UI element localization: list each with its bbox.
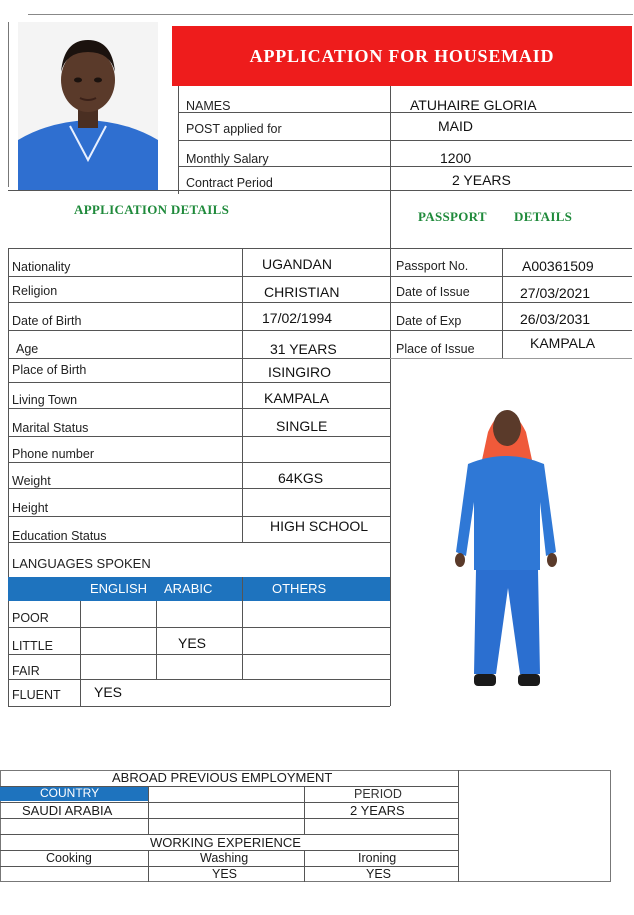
detail-value: ISINGIRO (268, 364, 332, 380)
detail-label: Date of Birth (12, 314, 82, 328)
detail-value: 64KGS (278, 470, 324, 486)
title-banner (172, 26, 632, 86)
summary-label: Contract Period (186, 176, 273, 190)
detail-value: UGANDAN (262, 256, 333, 272)
language-value: YES (94, 684, 123, 700)
detail-label: Weight (12, 474, 51, 488)
detail-label: Height (12, 501, 49, 515)
section-application-details: APPLICATION DETAILS (74, 202, 230, 217)
summary-value: MAID (438, 118, 473, 134)
skill-label: Cooking (46, 851, 92, 865)
detail-label: Marital Status (12, 421, 89, 435)
summary-value: 1200 (440, 150, 472, 166)
language-level: POOR (12, 611, 49, 625)
section-working-experience: WORKING EXPERIENCE (150, 835, 301, 850)
summary-label: Monthly Salary (186, 152, 269, 166)
employment-period: 2 YEARS (350, 803, 405, 818)
language-level: FAIR (12, 664, 40, 678)
passport-value: 27/03/2021 (520, 285, 591, 301)
language-header-english: ENGLISH (90, 581, 148, 596)
passport-label: Date of Exp (396, 314, 462, 328)
detail-label: Religion (12, 284, 58, 298)
detail-value: HIGH SCHOOL (270, 518, 369, 534)
detail-value: CHRISTIAN (264, 284, 340, 300)
language-level: LITTLE (12, 639, 53, 653)
summary-value: 2 YEARS (452, 172, 511, 188)
detail-label: Place of Birth (12, 363, 87, 377)
passport-label: Date of Issue (396, 285, 470, 299)
detail-label: Education Status (12, 529, 107, 543)
section-passport: PASSPORT (418, 209, 487, 224)
detail-value: SINGLE (276, 418, 328, 434)
language-header-arabic: ARABIC (164, 581, 213, 596)
language-header-others: OTHERS (272, 581, 327, 596)
passport-value: A00361509 (522, 258, 594, 274)
section-languages: LANGUAGES SPOKEN (12, 556, 151, 571)
summary-value: ATUHAIRE GLORIA (410, 97, 537, 113)
skill-label: Ironing (358, 851, 397, 865)
skill-label: Washing (200, 851, 249, 865)
period-header: PERIOD (354, 787, 402, 801)
detail-label: Age (16, 342, 39, 356)
detail-label: Nationality (12, 260, 71, 274)
detail-value: 17/02/1994 (262, 310, 333, 326)
section-passport-details: DETAILS (514, 209, 573, 224)
summary-label: POST applied for (186, 122, 282, 136)
page-title: APPLICATION FOR HOUSEMAID (249, 45, 555, 66)
languages-header-row (8, 577, 390, 601)
passport-label: Place of Issue (396, 342, 475, 356)
passport-value: 26/03/2031 (520, 311, 591, 327)
language-value: YES (178, 635, 207, 651)
applicant-headshot (18, 22, 158, 190)
detail-value: 31 YEARS (270, 341, 337, 357)
country-header-cell (0, 787, 148, 801)
skill-value: YES (212, 867, 238, 881)
detail-value: KAMPALA (264, 390, 330, 406)
summary-label: NAMES (186, 99, 231, 113)
detail-label: Phone number (12, 447, 95, 461)
country-header: COUNTRY (40, 786, 100, 800)
detail-label: Living Town (12, 393, 78, 407)
section-abroad-employment: ABROAD PREVIOUS EMPLOYMENT (112, 770, 333, 785)
passport-value: KAMPALA (530, 335, 596, 351)
skill-value: YES (366, 867, 392, 881)
applicant-full-photo (448, 392, 564, 696)
language-level: FLUENT (12, 688, 61, 702)
employment-country: SAUDI ARABIA (22, 803, 113, 818)
passport-label: Passport No. (396, 259, 469, 273)
